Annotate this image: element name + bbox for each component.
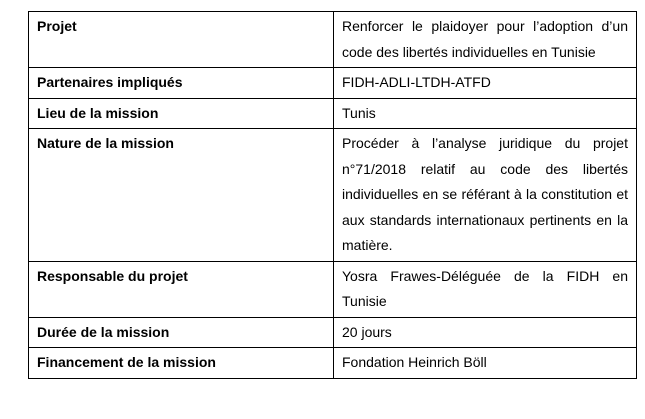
row-value: Yosra Frawes-Déléguée de la FIDH en Tunisie	[334, 261, 637, 317]
row-label: Financement de la mission	[29, 348, 334, 379]
table-row-lieu	[29, 98, 637, 129]
table-row-projet	[29, 12, 637, 68]
table-row-nature	[29, 129, 637, 262]
row-value: Tunis	[334, 98, 637, 129]
row-value: Fondation Heinrich Böll	[334, 348, 637, 379]
row-label: Projet	[29, 12, 334, 68]
row-value: Renforcer le plaidoyer pour l’adoption d’un code des libertés individuelles en Tunisie	[334, 12, 637, 68]
table-row-responsable	[29, 261, 637, 317]
row-label: Lieu de la mission	[29, 98, 334, 129]
row-label: Responsable du projet	[29, 261, 334, 317]
table-row-partenaires	[29, 68, 637, 99]
row-label: Durée de la mission	[29, 317, 334, 348]
row-value: Procéder à l’analyse juridique du projet n°71/2018 relatif au code des libertés individuelles en se référant à la constitution et aux standards internationaux pertinents en la matière.	[334, 129, 637, 262]
row-label: Nature de la mission	[29, 129, 334, 262]
table-row-duree	[29, 317, 637, 348]
table-row-financement	[29, 348, 637, 379]
mission-info-table	[28, 11, 637, 379]
row-value: FIDH-ADLI-LTDH-ATFD	[334, 68, 637, 99]
row-value: 20 jours	[334, 317, 637, 348]
row-label: Partenaires impliqués	[29, 68, 334, 99]
